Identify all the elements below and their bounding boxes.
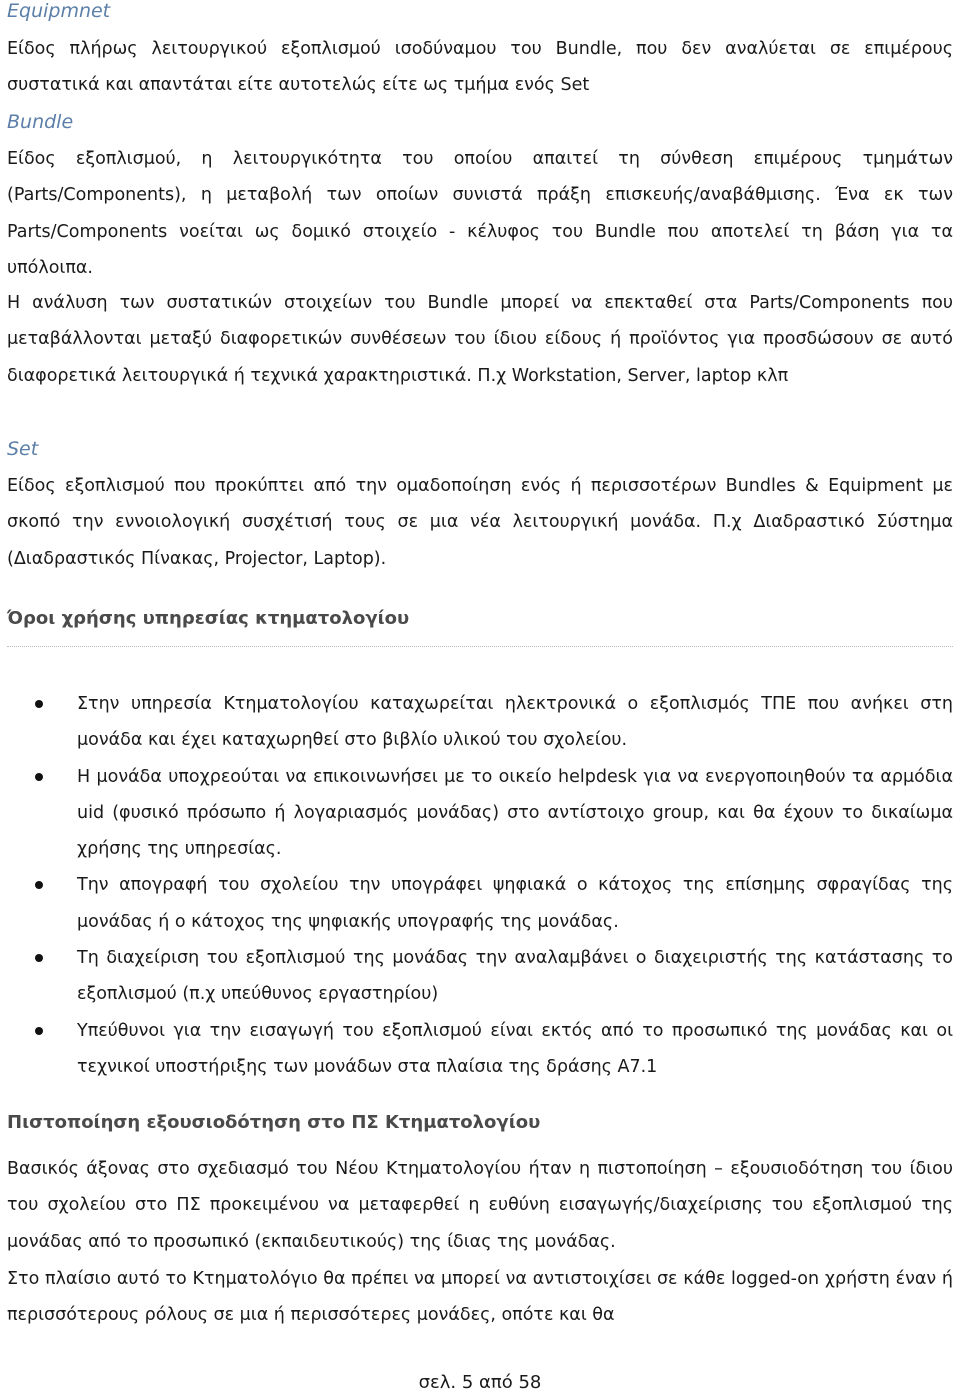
list-item <box>7 940 953 1013</box>
term-set: Set <box>7 438 39 460</box>
bullet-icon <box>35 773 43 781</box>
list-item-text: Την απογραφή του σχολείου την υπογράφει ψηφιακά ο κάτοχος της επίσημης σφραγίδας της μονάδας ή ο κάτοχος της ψηφιακής υπογραφής της μονάδας. <box>77 875 953 932</box>
list-item-text: Η μονάδα υποχρεούται να επικοινωνήσει με το οικείο helpdesk για να ενεργοποιηθούν τα αρμόδια uid (φυσικό πρόσωπο ή λογαριασμός μονάδας) στο αντίστοιχο group, και θα έχουν το δικαίωμα χρήσης της υπηρεσίας. <box>77 766 953 860</box>
certification-heading: Πιστοποίηση εξουσιοδότηση στο ΠΣ Κτηματολογίου <box>7 1112 541 1133</box>
bullet-icon <box>35 700 43 708</box>
bundle-analysis: Η ανάλυση των συστατικών στοιχείων του Bundle μπορεί να επεκταθεί στα Parts/Components που μεταβάλλονται μεταξύ διαφορετικών συνθέσεων του ίδιου είδους ή προϊόντος για προσδώσουν σε αυτό διαφορετικά λειτουργικά ή τεχνικά χαρακτηριστικά. Π.χ Workstation, Server, laptop κλπ <box>7 293 953 386</box>
section-divider <box>7 646 953 647</box>
page-number: σελ. 5 από 58 <box>418 1372 542 1393</box>
list-item-text: Τη διαχείριση του εξοπλισμού της μονάδας την αναλαμβάνει ο διαχειριστής της κατάστασης το εξοπλισμού (π.χ υπεύθυνος εργαστηρίου) <box>77 948 953 1005</box>
terms-of-use-heading: Όροι χρήσης υπηρεσίας κτηματολογίου <box>7 608 410 629</box>
set-definition: Είδος εξοπλισμού που προκύπτει από την ομαδοποίηση ενός ή περισσοτέρων Bundles & Equipment με σκοπό την εννοιολογική συσχέτισή τους σε μια νέα λειτουργική μονάδα. Π.χ Διαδραστικό Σύστημα (Διαδραστικός Πίνακας, Projector, Laptop). <box>7 476 953 569</box>
certification-paragraph-2: Στο πλαίσιο αυτό το Κτηματολόγιο θα πρέπει να μπορεί να αντιστοιχίσει σε κάθε logged-on χρήστη έναν ή περισσότερους ρόλους σε μια ή περισσότερες μονάδες, οπότε και θα <box>7 1269 953 1326</box>
list-item <box>7 759 953 868</box>
term-equipment: Equipmnet <box>7 0 111 22</box>
equipment-definition: Είδος πλήρως λειτουργικού εξοπλισμού ισοδύναμου του Bundle, που δεν αναλύεται σε επιμέρους συστατικά και απαντάται είτε αυτοτελώς είτε ως τμήμα ενός Set <box>7 39 953 96</box>
bullet-icon <box>35 954 43 962</box>
list-item-text: Υπεύθυνοι για την εισαγωγή του εξοπλισμού είναι εκτός από το προσωπικό της μονάδας και οι τεχνικοί υποστήριξης των μονάδων στα πλαίσια της δράσης Α7.1 <box>77 1020 953 1077</box>
bullet-icon <box>35 1027 43 1035</box>
list-item <box>7 867 953 940</box>
bullet-icon <box>35 881 43 889</box>
term-bundle: Bundle <box>7 111 74 133</box>
list-item <box>7 686 953 759</box>
bundle-definition: Είδος εξοπλισμού, η λειτουργικότητα του οποίου απαιτεί τη σύνθεση επιμέρους τμημάτων (Parts/Components), η μεταβολή των οποίων συνιστά πράξη επισκευής/αναβάθμισης. Ένα εκ των Parts/Components νοείται ως δομικό στοιχείο - κέλυφος του Bundle που αποτελεί τη βάση για τα υπόλοιπα. <box>7 149 953 278</box>
certification-paragraph-1: Βασικός άξονας στο σχεδιασμό του Νέου Κτηματολογίου ήταν η πιστοποίηση – εξουσιοδότηση του ίδιου του σχολείου στο ΠΣ προκειμένου να μεταφερθεί η ευθύνη εισαγωγής/διαχείρισης του εξοπλισμού της μονάδας από το προσωπικό (εκπαιδευτικούς) της ίδιας της μονάδας. <box>7 1159 953 1252</box>
list-item-text: Στην υπηρεσία Κτηματολογίου καταχωρείται ηλεκτρονικά ο εξοπλισμός ΤΠΕ που ανήκει στη μονάδα και έχει καταχωρηθεί στο βιβλίο υλικού του σχολείου. <box>77 694 953 751</box>
terms-of-use-list <box>7 686 953 1085</box>
list-item <box>7 1013 953 1086</box>
